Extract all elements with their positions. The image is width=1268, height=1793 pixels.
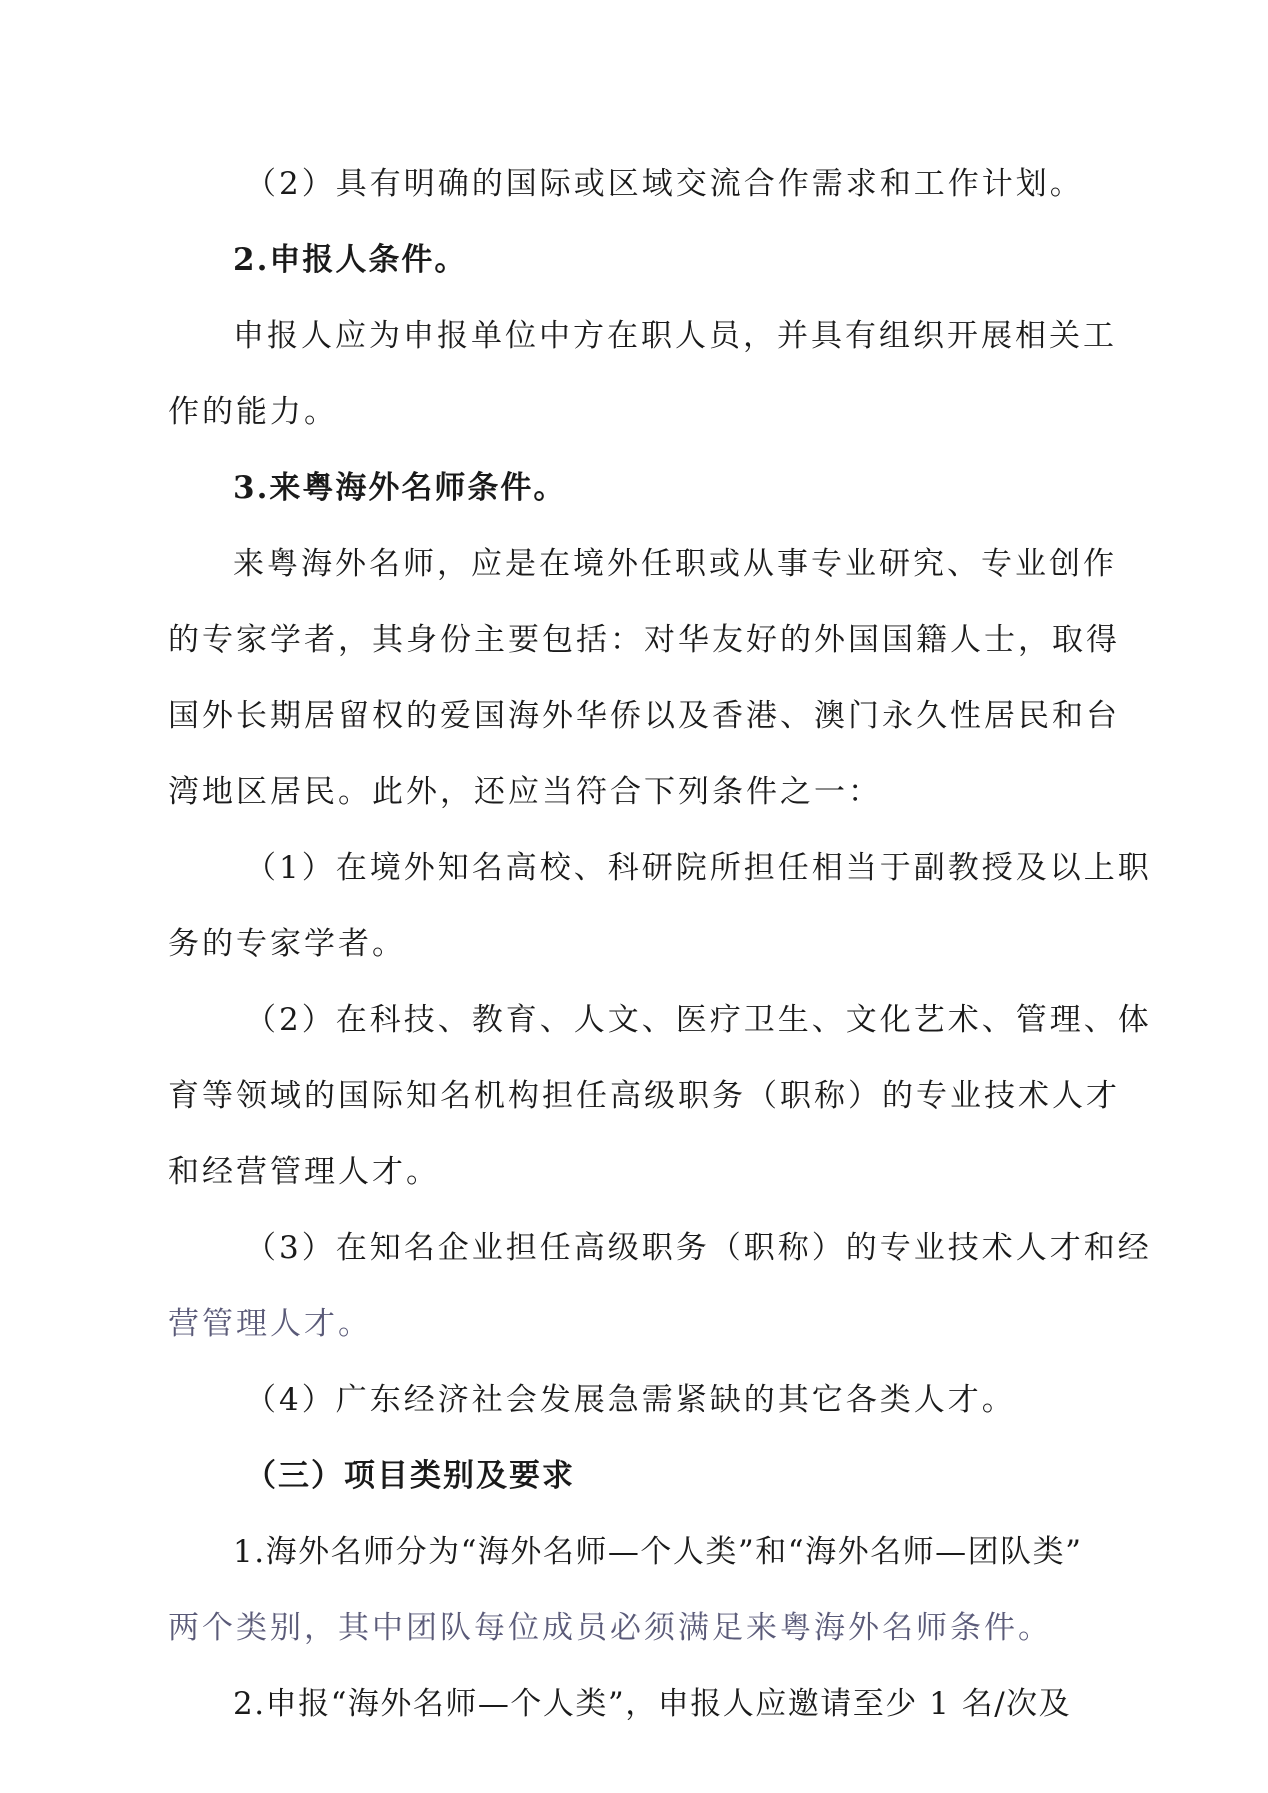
paragraph-line: 申报人应为申报单位中方在职人员，并具有组织开展相关工 xyxy=(233,318,1117,354)
paragraph-line: 作的能力。 xyxy=(168,394,338,430)
paragraph-line: 两个类别，其中团队每位成员必须满足来粤海外名师条件。 xyxy=(168,1610,1052,1646)
section-heading: 2.申报人条件。 xyxy=(233,242,468,278)
paragraph-line: 务的专家学者。 xyxy=(168,926,406,962)
paragraph-line: 的专家学者，其身份主要包括：对华友好的外国国籍人士，取得 xyxy=(168,622,1120,658)
paragraph-line: 湾地区居民。此外，还应当符合下列条件之一： xyxy=(168,774,882,810)
paragraph-line: 和经营管理人才。 xyxy=(168,1154,440,1190)
paragraph-line: 2.申报“海外名师—个人类”，申报人应邀请至少 1 名/次及 xyxy=(233,1686,1072,1722)
paragraph-line: 来粤海外名师，应是在境外任职或从事专业研究、专业创作 xyxy=(233,546,1117,582)
paragraph-line: 1.海外名师分为“海外名师—个人类”和“海外名师—团队类” xyxy=(233,1534,1083,1570)
paragraph-line: 育等领域的国际知名机构担任高级职务（职称）的专业技术人才 xyxy=(168,1078,1120,1114)
paragraph-line: （1）在境外知名高校、科研院所担任相当于副教授及以上职 xyxy=(245,850,1152,886)
section-heading: （三）项目类别及要求 xyxy=(245,1458,575,1494)
paragraph-line: （2）具有明确的国际或区域交流合作需求和工作计划。 xyxy=(245,166,1084,202)
section-heading: 3.来粤海外名师条件。 xyxy=(233,470,567,506)
paragraph-line: （4）广东经济社会发展急需紧缺的其它各类人才。 xyxy=(245,1382,1016,1418)
paragraph-line: （2）在科技、教育、人文、医疗卫生、文化艺术、管理、体 xyxy=(245,1002,1152,1038)
paragraph-line: （3）在知名企业担任高级职务（职称）的专业技术人才和经 xyxy=(245,1230,1152,1266)
paragraph-line: 国外长期居留权的爱国海外华侨以及香港、澳门永久性居民和台 xyxy=(168,698,1120,734)
paragraph-line: 营管理人才。 xyxy=(168,1306,372,1342)
